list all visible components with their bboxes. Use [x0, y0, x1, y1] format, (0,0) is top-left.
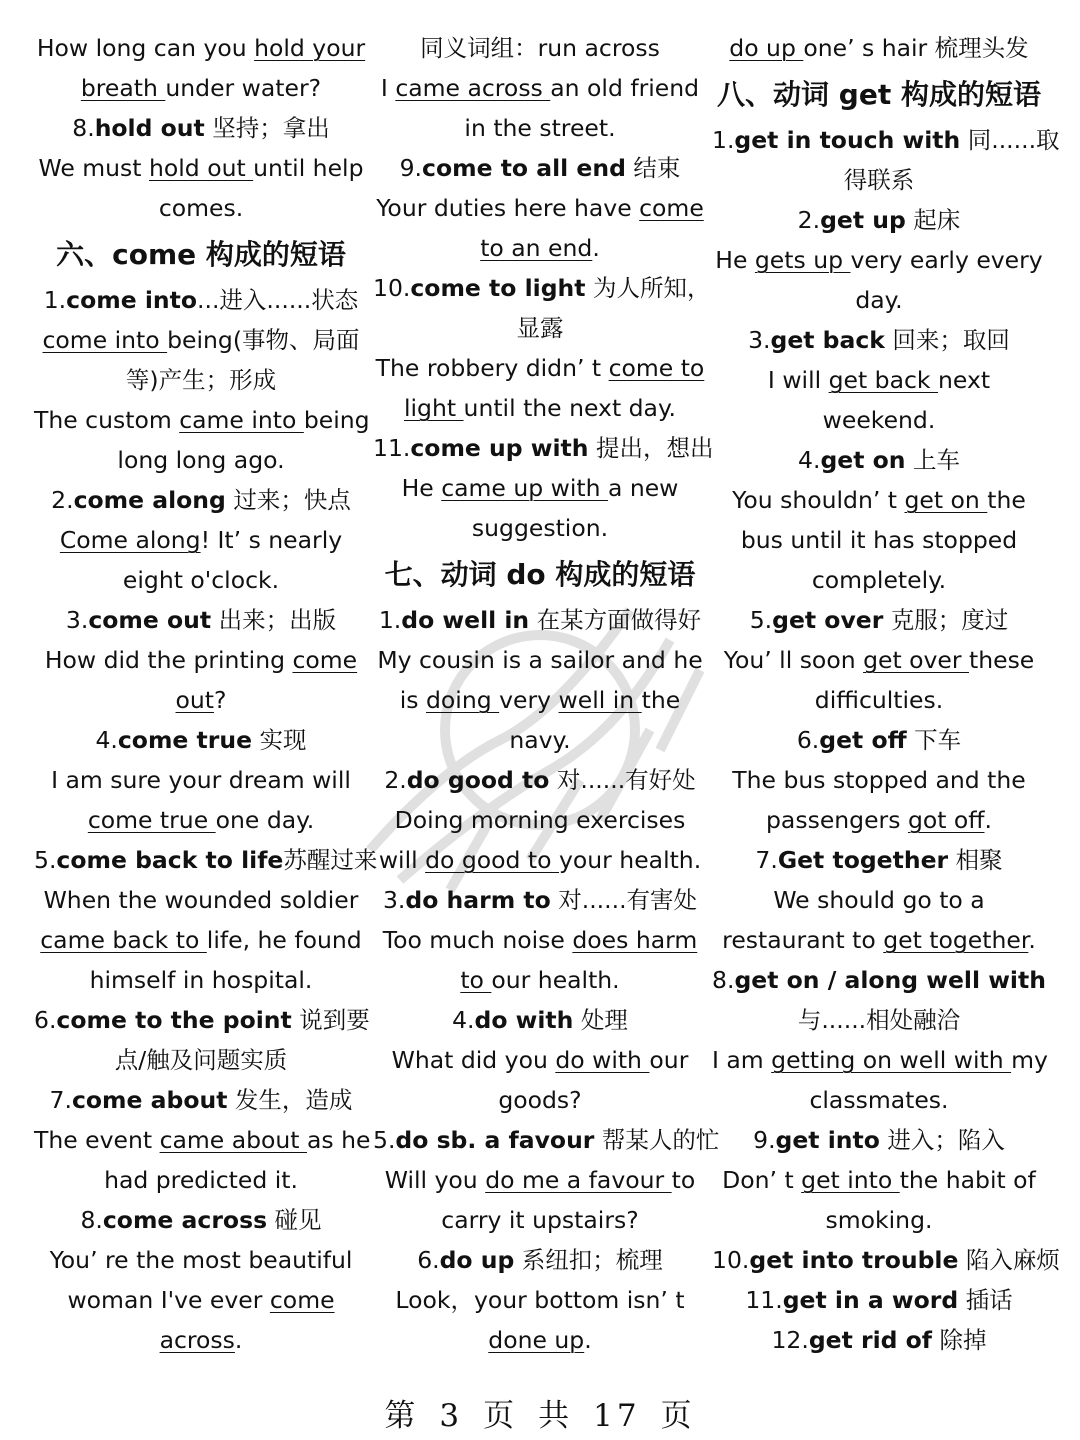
example-line: When the wounded soldier	[43, 886, 359, 914]
example-line: Don’ t get into the habit of	[722, 1166, 1036, 1194]
text-line: 得联系	[843, 166, 915, 194]
phrase-item: 3.do harm to 对......有害处	[382, 886, 698, 914]
section-heading: 八、动词 get 构成的短语	[717, 78, 1041, 111]
example-line: done up.	[488, 1326, 592, 1354]
example-line: Too much noise does harm	[382, 926, 698, 954]
column-2	[373, 28, 720, 1360]
example-line: came back to life, he found	[40, 926, 362, 954]
example-line: had predicted it.	[104, 1166, 298, 1194]
phrase-item: 5.come back to life苏醒过来	[34, 846, 378, 874]
example-line: light until the next day.	[403, 394, 676, 422]
example-line: Look，your bottom isn’ t	[395, 1286, 685, 1314]
text-line: 与......相处融洽	[797, 1006, 961, 1034]
example-line: You shouldn’ t get on the	[732, 486, 1026, 514]
example-line: I will get back next	[767, 366, 991, 394]
section-heading: 六、come 构成的短语	[56, 238, 346, 271]
page-total: 17	[593, 1398, 641, 1434]
example-line: to an end.	[480, 234, 600, 262]
example-line: What did you do with our	[391, 1046, 689, 1074]
example-line: The custom came into being	[34, 406, 370, 434]
phrase-item: 6.get off 下车	[796, 726, 962, 754]
phrase-item: 8.hold out 坚持；拿出	[72, 114, 330, 142]
example-line: I am sure your dream will	[51, 766, 351, 794]
example-line: The robbery didn’ t come to	[375, 354, 705, 382]
example-line: passengers got off.	[766, 806, 992, 834]
phrase-item: 7.come about 发生，造成	[49, 1086, 353, 1114]
example-line: The event came about as he	[34, 1126, 371, 1154]
text-line: do up one’ s hair 梳理头发	[729, 34, 1029, 62]
phrase-item: 11.get in a word 插话	[745, 1286, 1013, 1314]
phrase-item: 10.come to light 为人所知，	[373, 274, 711, 302]
example-line: I came across an old friend	[380, 74, 700, 102]
phrase-item: 3.get back 回来；取回	[748, 326, 1010, 354]
example-line: Will you do me a favour to	[384, 1166, 696, 1194]
example-line: I am getting on well with my	[712, 1046, 1048, 1074]
phrase-item: 8.come across 碰见	[80, 1206, 322, 1234]
phrase-item: 2.do good to 对......有好处	[384, 766, 696, 794]
example-line: bus until it has stopped	[740, 526, 1018, 554]
example-line: You’ ll soon get over these	[723, 646, 1035, 674]
phrase-item: 6.come to the point 说到要	[34, 1006, 370, 1034]
page-footer	[0, 1390, 1080, 1435]
example-line: suggestion.	[471, 514, 609, 542]
phrase-item: 2.come along 过来；快点	[51, 486, 351, 514]
example-line: is doing very well in the	[399, 686, 681, 714]
phrase-item: 4.come true 实现	[95, 726, 307, 754]
phrase-item: 10.get into trouble 陷入麻烦	[712, 1246, 1060, 1274]
example-line: smoking.	[825, 1206, 933, 1234]
column-1	[34, 28, 378, 1360]
example-line: woman I've ever come	[67, 1286, 335, 1314]
example-line: carry it upstairs?	[441, 1206, 639, 1234]
example-line: You’ re the most beautiful	[49, 1246, 353, 1274]
example-line: How did the printing come	[44, 646, 358, 674]
phrase-item: 5.do sb. a favour 帮某人的忙	[373, 1126, 720, 1154]
footer-text: 第	[384, 1398, 420, 1434]
text-line: 显露	[516, 314, 564, 342]
example-line: Your duties here have come	[376, 194, 704, 222]
example-line: goods?	[498, 1086, 582, 1114]
page-number: 3	[439, 1398, 464, 1434]
example-line: Come along! It’ s nearly	[59, 526, 343, 554]
footer-text: 页	[483, 1398, 519, 1434]
phrase-item: 1.do well in 在某方面做得好	[378, 606, 702, 634]
example-line: eight o'clock.	[122, 566, 280, 594]
example-line: across.	[159, 1326, 243, 1354]
footer-text: 页	[660, 1398, 696, 1434]
example-line: My cousin is a sailor and he	[377, 646, 703, 674]
example-line: He gets up very early every	[715, 246, 1043, 274]
example-line: restaurant to get together.	[722, 926, 1036, 954]
example-line: come true one day.	[87, 806, 315, 834]
phrase-item: 9.get into 进入；陷入	[753, 1126, 1005, 1154]
phrase-item: 8.get on / along well with	[712, 966, 1046, 994]
example-line: He came up with a new	[401, 474, 679, 502]
phrase-item: 1.get in touch with 同......取	[712, 126, 1060, 154]
section-heading: 七、动词 do 构成的短语	[384, 558, 696, 591]
example-line: classmates.	[809, 1086, 949, 1114]
phrase-item: 6.do up 系纽扣；梳理	[417, 1246, 663, 1274]
phrase-item: 1.come into...进入......状态	[43, 286, 359, 314]
text-line: come into being(事物、局面	[42, 326, 360, 354]
phrase-item: 3.come out 出来；出版	[65, 606, 337, 634]
example-line: to our health.	[460, 966, 620, 994]
example-line: completely.	[811, 566, 947, 594]
phrase-item: 4.get on 上车	[798, 446, 960, 474]
text-line: 点/触及问题实质	[114, 1046, 288, 1074]
phrase-item: 5.get over 克服；度过	[749, 606, 1009, 634]
footer-text: 共	[538, 1398, 574, 1434]
phrase-item: 2.get up 起床	[797, 206, 961, 234]
example-line: out?	[175, 686, 227, 714]
example-line: long long ago.	[117, 446, 285, 474]
example-line: comes.	[158, 194, 244, 222]
example-line: himself in hospital.	[89, 966, 313, 994]
example-line: day.	[855, 286, 903, 314]
example-line: The bus stopped and the	[732, 766, 1026, 794]
phrase-item: 7.Get together 相聚	[755, 846, 1003, 874]
text-line: 等)产生；形成	[125, 366, 277, 394]
phrase-item: 4.do with 处理	[452, 1006, 628, 1034]
phrase-item: 12.get rid of 除掉	[771, 1326, 987, 1354]
text-line: breath under water?	[80, 74, 322, 102]
column-3	[712, 28, 1060, 1360]
example-line: navy.	[509, 726, 571, 754]
example-line: We should go to a	[773, 886, 985, 914]
example-line: will do good to your health.	[378, 846, 702, 874]
example-line: in the street.	[464, 114, 616, 142]
example-line: difficulties.	[814, 686, 944, 714]
example-line: We must hold out until help	[38, 154, 364, 182]
example-line: Doing morning exercises	[394, 806, 686, 834]
example-line: weekend.	[822, 406, 936, 434]
phrase-item: 9.come to all end 结束	[399, 154, 681, 182]
synonym-line: 同义词组：run across	[420, 34, 660, 62]
phrase-item: 11.come up with 提出，想出	[373, 434, 714, 462]
text-line: How long can you hold your	[36, 34, 366, 62]
